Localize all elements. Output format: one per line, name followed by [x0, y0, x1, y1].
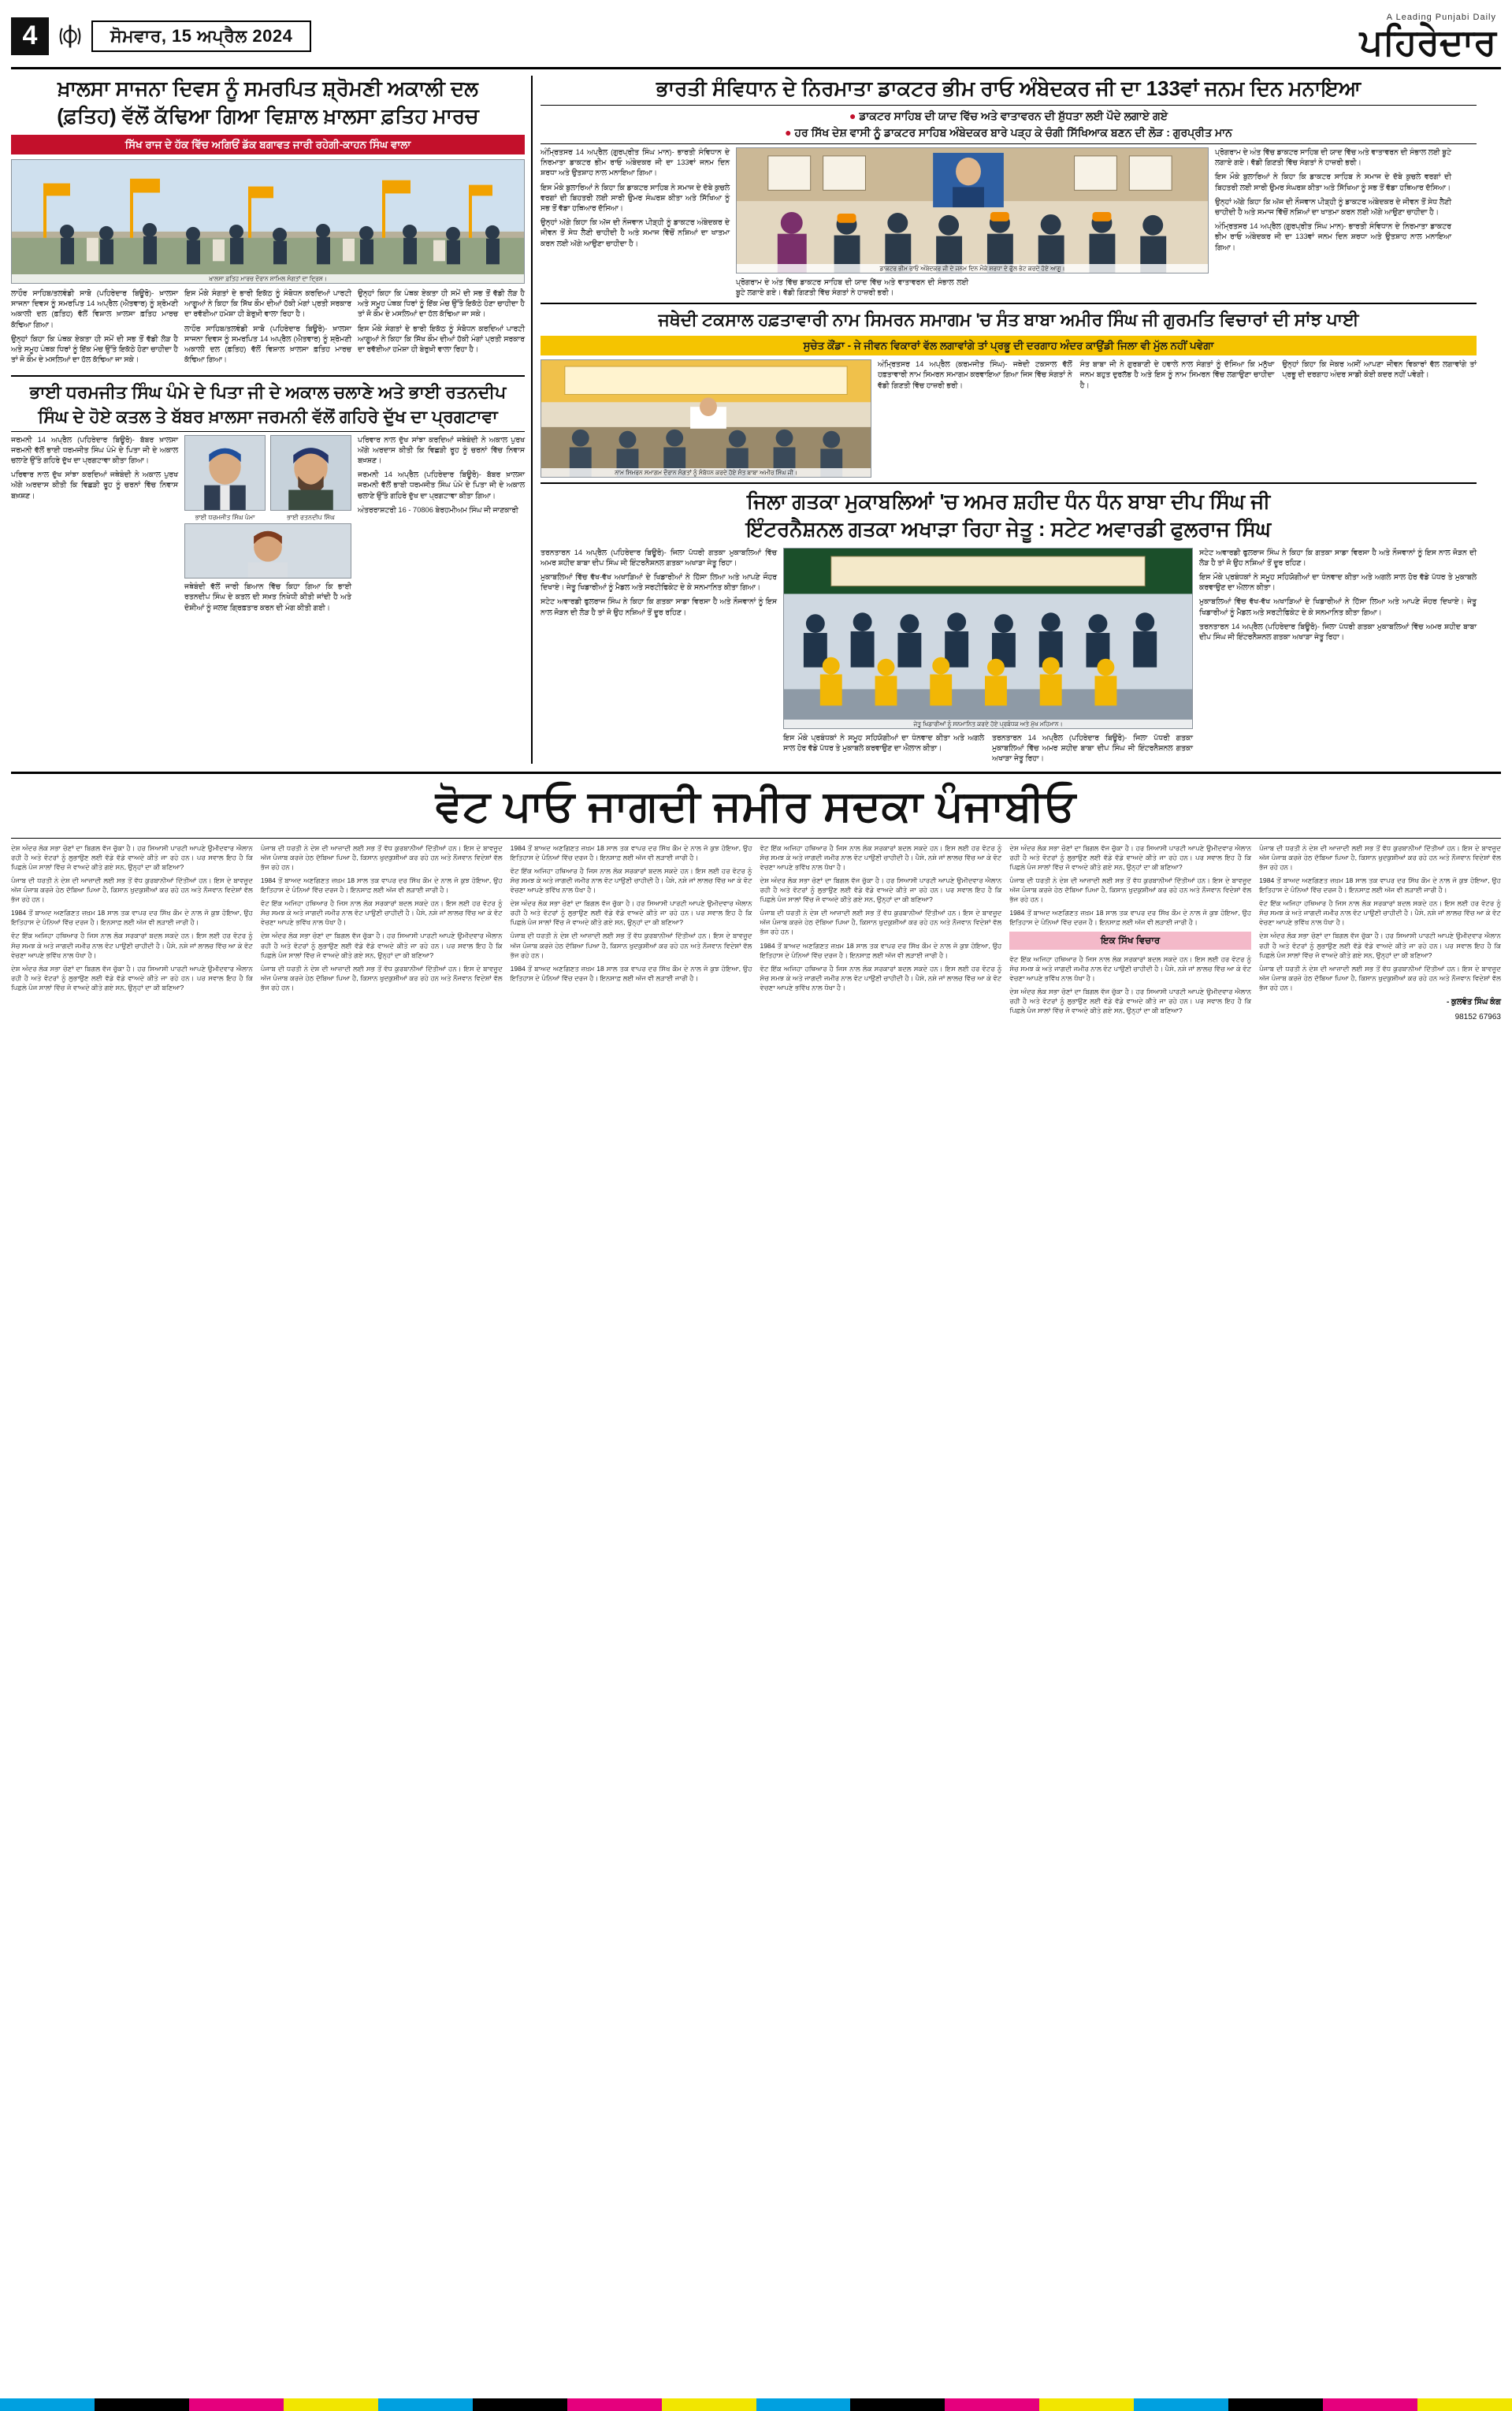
- color-registration-bar: [0, 2398, 1512, 2411]
- reg-swatch-8: [756, 2398, 851, 2411]
- reg-swatch-13: [1228, 2398, 1323, 2411]
- portrait-elder-illustration: [185, 524, 351, 578]
- reg-swatch-5: [473, 2398, 567, 2411]
- story2-bullet1: ● ਡਾਕਟਰ ਸਾਹਿਬ ਦੀ ਯਾਦ ਵਿੱਚ ਅਤੇ ਵਾਤਾਵਰਨ ਦੀ ਸ਼ੁੱਧਤਾ ਲਈ ਪੌਦੇ ਲਗਾਏ ਗਏ: [849, 110, 1168, 123]
- story4-para1b: ਪਰਿਵਾਰ ਨਾਲ ਦੁੱਖ ਸਾਂਝਾ ਕਰਦਿਆਂ ਜਥੇਬੰਦੀ ਨੇ ਅਕਾਲ ਪੁਰਖ ਅੱਗੇ ਅਰਦਾਸ ਕੀਤੀ ਕਿ ਵਿਛੜੀ ਰੂਹ ਨੂੰ ਚਰਨਾਂ ਵਿੱਚ ਨਿਵਾਸ ਬਖ਼ਸ਼ਣ।: [11, 471, 178, 500]
- story2-bullet2-text: ਹਰ ਸਿੱਖ ਦੇਸ਼ ਵਾਸੀ ਨੂੰ ਡਾਕਟਰ ਸਾਹਿਬ ਅੰਬੇਦਕਰ ਬਾਰੇ ਪੜ੍ਹ ਕੇ ਚੰਗੀ ਸਿੱਖਿਆਕ ਬਣਨ ਦੀ ਲੋੜ : ਗੁਰਪ੍ਰੀਤ ਮਾਨ: [794, 126, 1232, 140]
- reg-swatch-2: [189, 2398, 284, 2411]
- story4-para3: ਪਰਿਵਾਰ ਨਾਲ ਦੁੱਖ ਸਾਂਝਾ ਕਰਦਿਆਂ ਜਥੇਬੰਦੀ ਨੇ ਅਕਾਲ ਪੁਰਖ ਅੱਗੇ ਅਰਦਾਸ ਕੀਤੀ ਕਿ ਵਿਛੜੀ ਰੂਹ ਨੂੰ ਚਰਨਾਂ ਵਿੱਚ ਨਿਵਾਸ ਬਖ਼ਸ਼ਣ।: [358, 435, 525, 465]
- story1-para3: ਉਨ੍ਹਾਂ ਕਿਹਾ ਕਿ ਪੰਥਕ ਏਕਤਾ ਹੀ ਸਮੇਂ ਦੀ ਸਭ ਤੋਂ ਵੱਡੀ ਲੋੜ ਹੈ ਅਤੇ ਸਮੂਹ ਪੰਥਕ ਧਿਰਾਂ ਨੂੰ ਇੱਕ ਮੰਚ ਉੱਤੇ ਇਕੱਠੇ ਹੋਣਾ ਚਾਹੀਦਾ ਹੈ ਤਾਂ ਜੋ ਕੌਮ ਦੇ ਮਸਲਿਆਂ ਦਾ ਹੱਲ ਕੱਢਿਆ ਜਾ ਸਕੇ।: [358, 289, 525, 318]
- story2-para3: ਪ੍ਰੋਗਰਾਮ ਦੇ ਅੰਤ ਵਿੱਚ ਡਾਕਟਰ ਸਾਹਿਬ ਦੀ ਯਾਦ ਵਿੱਚ ਅਤੇ ਵਾਤਾਵਰਨ ਦੀ ਸੰਭਾਲ ਲਈ ਬੂਟੇ ਲਗਾਏ ਗਏ। ਵੱਡੀ ਗਿਣਤੀ ਵਿੱਚ ਸੰਗਤਾਂ ਨੇ ਹਾਜ਼ਰੀ ਭਰੀ।: [1215, 148, 1451, 167]
- story5-headline-line1: ਜਿਲਾ ਗਤਕਾ ਮੁਕਾਬਲਿਆਂ 'ਚ ਅਮਰ ਸ਼ਹੀਦ ਧੰਨ ਧੰਨ ਬਾਬਾ ਦੀਪ ਸਿੰਘ ਜੀ: [746, 489, 1271, 514]
- feature-p14: ਪੰਜਾਬ ਦੀ ਧਰਤੀ ਨੇ ਦੇਸ਼ ਦੀ ਆਜ਼ਾਦੀ ਲਈ ਸਭ ਤੋਂ ਵੱਧ ਕੁਰਬਾਨੀਆਂ ਦਿੱਤੀਆਂ ਹਨ। ਇਸ ਦੇ ਬਾਵਜੂਦ ਅੱਜ ਪੰਜਾਬ ਕਰਜ਼ੇ ਹੇਠ ਦੱਬਿਆ ਪਿਆ ਹੈ, ਕਿਸਾਨ ਖੁਦਕੁਸ਼ੀਆਂ ਕਰ ਰਹੇ ਹਨ ਅਤੇ ਨੌਜਵਾਨ ਵਿਦੇਸ਼ਾਂ ਵੱਲ ਭੱਜ ਰਹੇ ਹਨ।: [510, 932, 752, 959]
- story5-para3d: ਤਰਨਤਾਰਨ 14 ਅਪ੍ਰੈਲ (ਪਹਿਰੇਦਾਰ ਬਿਊਰੋ)- ਜਿਲਾ ਪੱਧਰੀ ਗਤਕਾ ਮੁਕਾਬਲਿਆਂ ਵਿੱਚ ਅਮਰ ਸ਼ਹੀਦ ਬਾਬਾ ਦੀਪ ਸਿੰਘ ਜੀ ਇੰਟਰਨੈਸ਼ਨਲ ਗਤਕਾ ਅਖਾੜਾ ਜੇਤੂ ਰਿਹਾ।: [1199, 622, 1477, 641]
- feature-p11: 1984 ਤੋਂ ਬਾਅਦ ਅਣਗਿਣਤ ਜ਼ਖ਼ਮ 18 ਸਾਲ ਤਕ ਵਾਪਰ ਦਰ ਸਿੱਖ ਕੌਮ ਦੇ ਨਾਲ ਜੋ ਕੁਝ ਹੋਇਆ, ਉਹ ਇਤਿਹਾਸ ਦੇ ਪੰਨਿਆਂ ਵਿੱਚ ਦਰਜ ਹੈ। ਇਨਸਾਫ਼ ਲਈ ਅੱਜ ਵੀ ਲੜਾਈ ਜਾਰੀ ਹੈ।: [510, 844, 752, 862]
- story3-photo-caption: ਨਾਮ ਸਿਮਰਨ ਸਮਾਗਮ ਦੌਰਾਨ ਸੰਗਤਾਂ ਨੂੰ ਸੰਬੋਧਨ ਕਰਦੇ ਹੋਏ ਸੰਤ ਬਾਬਾ ਅਮੀਰ ਸਿੰਘ ਜੀ।: [541, 468, 871, 477]
- story2-photo-block: [736, 147, 1209, 298]
- story5-para3b: ਇਸ ਮੌਕੇ ਪ੍ਰਬੰਧਕਾਂ ਨੇ ਸਮੂਹ ਸਹਿਯੋਗੀਆਂ ਦਾ ਧੰਨਵਾਦ ਕੀਤਾ ਅਤੇ ਅਗਲੇ ਸਾਲ ਹੋਰ ਵੱਡੇ ਪੱਧਰ ਤੇ ਮੁਕਾਬਲੇ ਕਰਵਾਉਣ ਦਾ ਐਲਾਨ ਕੀਤਾ।: [1199, 573, 1477, 592]
- story1-col2: [184, 288, 351, 369]
- story2-para1c: ਉਨ੍ਹਾਂ ਅੱਗੇ ਕਿਹਾ ਕਿ ਅੱਜ ਦੀ ਨੌਜਵਾਨ ਪੀੜ੍ਹੀ ਨੂੰ ਡਾਕਟਰ ਅੰਬੇਦਕਰ ਦੇ ਜੀਵਨ ਤੋਂ ਸੇਧ ਲੈਣੀ ਚਾਹੀਦੀ ਹੈ ਅਤੇ ਸਮਾਜ ਵਿੱਚੋਂ ਨਸ਼ਿਆਂ ਦਾ ਖਾਤਮਾ ਕਰਨ ਲਈ ਅੱਗੇ ਆਉਣਾ ਚਾਹੀਦਾ ਹੈ।: [541, 218, 730, 247]
- story1-para1b: ਉਨ੍ਹਾਂ ਕਿਹਾ ਕਿ ਪੰਥਕ ਏਕਤਾ ਹੀ ਸਮੇਂ ਦੀ ਸਭ ਤੋਂ ਵੱਡੀ ਲੋੜ ਹੈ ਅਤੇ ਸਮੂਹ ਪੰਥਕ ਧਿਰਾਂ ਨੂੰ ਇੱਕ ਮੰਚ ਉੱਤੇ ਇਕੱਠੇ ਹੋਣਾ ਚਾਹੀਦਾ ਹੈ ਤਾਂ ਜੋ ਕੌਮ ਦੇ ਮਸਲਿਆਂ ਦਾ ਹੱਲ ਕੱਢਿਆ ਜਾ ਸਕੇ।: [11, 334, 178, 364]
- date-block: [57, 20, 311, 52]
- story4-contact: ਅੰਤਰਰਾਸ਼ਟਰੀ 16 - 70806 ਬੇਰਹਮੀਅਮ ਸਿੰਘ ਜੀ ਜਾਣਕਾਰੀ: [358, 505, 518, 514]
- feature-col-1: [11, 843, 253, 1021]
- feature-p29: ਦੇਸ਼ ਅੰਦਰ ਲੋਕ ਸਭਾ ਚੋਣਾਂ ਦਾ ਬਿਗਲ ਵੱਜ ਚੁੱਕਾ ਹੈ। ਹਰ ਸਿਆਸੀ ਪਾਰਟੀ ਆਪਣੇ ਉਮੀਦਵਾਰ ਐਲਾਨ ਰਹੀ ਹੈ ਅਤੇ ਵੋਟਰਾਂ ਨੂੰ ਲੁਭਾਉਣ ਲਈ ਵੱਡੇ ਵੱਡੇ ਵਾਅਦੇ ਕੀਤੇ ਜਾ ਰਹੇ ਹਨ। ਪਰ ਸਵਾਲ ਇਹ ਹੈ ਕਿ ਪਿਛਲੇ ਪੰਜ ਸਾਲਾਂ ਵਿੱਚ ਜੋ ਵਾਅਦੇ ਕੀਤੇ ਗਏ ਸਨ, ਉਨ੍ਹਾਂ ਦਾ ਕੀ ਬਣਿਆ?: [1259, 932, 1501, 959]
- reg-swatch-12: [1134, 2398, 1228, 2411]
- feature-p26: ਪੰਜਾਬ ਦੀ ਧਰਤੀ ਨੇ ਦੇਸ਼ ਦੀ ਆਜ਼ਾਦੀ ਲਈ ਸਭ ਤੋਂ ਵੱਧ ਕੁਰਬਾਨੀਆਂ ਦਿੱਤੀਆਂ ਹਨ। ਇਸ ਦੇ ਬਾਵਜੂਦ ਅੱਜ ਪੰਜਾਬ ਕਰਜ਼ੇ ਹੇਠ ਦੱਬਿਆ ਪਿਆ ਹੈ, ਕਿਸਾਨ ਖੁਦਕੁਸ਼ੀਆਂ ਕਰ ਰਹੇ ਹਨ ਅਤੇ ਨੌਜਵਾਨ ਵਿਦੇਸ਼ਾਂ ਵੱਲ ਭੱਜ ਰਹੇ ਹਨ।: [1259, 844, 1501, 872]
- feature-col-6: [1259, 843, 1501, 1021]
- story5-para3c: ਮੁਕਾਬਲਿਆਂ ਵਿੱਚ ਵੱਖ-ਵੱਖ ਅਖਾੜਿਆਂ ਦੇ ਖਿਡਾਰੀਆਂ ਨੇ ਹਿੱਸਾ ਲਿਆ ਅਤੇ ਆਪਣੇ ਜੌਹਰ ਦਿਖਾਏ। ਜੇਤੂ ਖਿਡਾਰੀਆਂ ਨੂੰ ਮੈਡਲ ਅਤੇ ਸਰਟੀਫਿਕੇਟ ਦੇ ਕੇ ਸਨਮਾਨਿਤ ਕੀਤਾ ਗਿਆ।: [1199, 597, 1477, 616]
- story3-para1: ਅੰਮ੍ਰਿਤਸਰ 14 ਅਪ੍ਰੈਲ (ਕਰਮਜੀਤ ਸਿੰਘ)- ਜਥੇਦੀ ਟਕਸਾਲ ਵੱਲੋਂ ਹਫ਼ਤਾਵਾਰੀ ਨਾਮ ਸਿਮਰਨ ਸਮਾਗਮ ਕਰਵਾਇਆ ਗਿਆ ਜਿਸ ਵਿੱਚ ਸੰਗਤਾਂ ਨੇ ਵੱਡੀ ਗਿਣਤੀ ਵਿੱਚ ਹਾਜ਼ਰੀ ਭਰੀ।: [878, 360, 1072, 389]
- feature-p4: ਵੋਟ ਇੱਕ ਅਜਿਹਾ ਹਥਿਆਰ ਹੈ ਜਿਸ ਨਾਲ ਲੋਕ ਸਰਕਾਰਾਂ ਬਦਲ ਸਕਦੇ ਹਨ। ਇਸ ਲਈ ਹਰ ਵੋਟਰ ਨੂੰ ਸੋਚ ਸਮਝ ਕੇ ਅਤੇ ਜਾਗਦੀ ਜਮੀਰ ਨਾਲ ਵੋਟ ਪਾਉਣੀ ਚਾਹੀਦੀ ਹੈ। ਪੈਸੇ, ਨਸ਼ੇ ਜਾਂ ਲਾਲਚ ਵਿੱਚ ਆ ਕੇ ਵੋਟ ਵੇਚਣਾ ਆਪਣੇ ਭਵਿੱਖ ਨਾਲ ਧੋਖਾ ਹੈ।: [11, 932, 253, 959]
- feature-p22: ਪੰਜਾਬ ਦੀ ਧਰਤੀ ਨੇ ਦੇਸ਼ ਦੀ ਆਜ਼ਾਦੀ ਲਈ ਸਭ ਤੋਂ ਵੱਧ ਕੁਰਬਾਨੀਆਂ ਦਿੱਤੀਆਂ ਹਨ। ਇਸ ਦੇ ਬਾਵਜੂਦ ਅੱਜ ਪੰਜਾਬ ਕਰਜ਼ੇ ਹੇਠ ਦੱਬਿਆ ਪਿਆ ਹੈ, ਕਿਸਾਨ ਖੁਦਕੁਸ਼ੀਆਂ ਕਰ ਰਹੇ ਹਨ ਅਤੇ ਨੌਜਵਾਨ ਵਿਦੇਸ਼ਾਂ ਵੱਲ ਭੱਜ ਰਹੇ ਹਨ।: [1009, 876, 1252, 904]
- march-crowd-illustration: [12, 160, 524, 283]
- feature-p28: ਵੋਟ ਇੱਕ ਅਜਿਹਾ ਹਥਿਆਰ ਹੈ ਜਿਸ ਨਾਲ ਲੋਕ ਸਰਕਾਰਾਂ ਬਦਲ ਸਕਦੇ ਹਨ। ਇਸ ਲਈ ਹਰ ਵੋਟਰ ਨੂੰ ਸੋਚ ਸਮਝ ਕੇ ਅਤੇ ਜਾਗਦੀ ਜਮੀਰ ਨਾਲ ਵੋਟ ਪਾਉਣੀ ਚਾਹੀਦੀ ਹੈ। ਪੈਸੇ, ਨਸ਼ੇ ਜਾਂ ਲਾਲਚ ਵਿੱਚ ਆ ਕੇ ਵੋਟ ਵੇਚਣਾ ਆਪਣੇ ਭਵਿੱਖ ਨਾਲ ਧੋਖਾ ਹੈ।: [1259, 899, 1501, 927]
- story1-para3b: ਇਸ ਮੌਕੇ ਸੰਗਤਾਂ ਦੇ ਭਾਰੀ ਇਕੱਠ ਨੂੰ ਸੰਬੋਧਨ ਕਰਦਿਆਂ ਪਾਰਟੀ ਆਗੂਆਂ ਨੇ ਕਿਹਾ ਕਿ ਸਿੱਖ ਕੌਮ ਦੀਆਂ ਹੱਕੀ ਮੰਗਾਂ ਪ੍ਰਤੀ ਸਰਕਾਰ ਦਾ ਰਵੱਈਆ ਹਮੇਸ਼ਾ ਹੀ ਬੇਰੁਖ਼ੀ ਵਾਲਾ ਰਿਹਾ ਹੈ।: [358, 324, 525, 354]
- story5-para-mid2: ਤਰਨਤਾਰਨ 14 ਅਪ੍ਰੈਲ (ਪਹਿਰੇਦਾਰ ਬਿਊਰੋ)- ਜਿਲਾ ਪੱਧਰੀ ਗਤਕਾ ਮੁਕਾਬਲਿਆਂ ਵਿੱਚ ਅਮਰ ਸ਼ਹੀਦ ਬਾਬਾ ਦੀਪ ਸਿੰਘ ਜੀ ਇੰਟਰਨੈਸ਼ਨਲ ਗਤਕਾ ਅਖਾੜਾ ਜੇਤੂ ਰਿਹਾ।: [992, 733, 1193, 763]
- feature-p10: ਪੰਜਾਬ ਦੀ ਧਰਤੀ ਨੇ ਦੇਸ਼ ਦੀ ਆਜ਼ਾਦੀ ਲਈ ਸਭ ਤੋਂ ਵੱਧ ਕੁਰਬਾਨੀਆਂ ਦਿੱਤੀਆਂ ਹਨ। ਇਸ ਦੇ ਬਾਵਜੂਦ ਅੱਜ ਪੰਜਾਬ ਕਰਜ਼ੇ ਹੇਠ ਦੱਬਿਆ ਪਿਆ ਹੈ, ਕਿਸਾਨ ਖੁਦਕੁਸ਼ੀਆਂ ਕਰ ਰਹੇ ਹਨ ਅਤੇ ਨੌਜਵਾਨ ਵਿਦੇਸ਼ਾਂ ਵੱਲ ਭੱਜ ਰਹੇ ਹਨ।: [260, 964, 503, 992]
- reg-swatch-15: [1417, 2398, 1512, 2411]
- story1-headline-line1: ਖ਼ਾਲਸਾ ਸਾਜਨਾ ਦਿਵਸ ਨੂੰ ਸਮਰਪਿਤ ਸ਼੍ਰੋਮਣੀ ਅਕਾਲੀ ਦਲ: [58, 76, 478, 100]
- story1-body: [11, 288, 525, 369]
- left-column: [11, 76, 531, 764]
- feature-col-3: [511, 843, 752, 1021]
- story4-photo-2: [270, 435, 351, 511]
- feature-p17: ਦੇਸ਼ ਅੰਦਰ ਲੋਕ ਸਭਾ ਚੋਣਾਂ ਦਾ ਬਿਗਲ ਵੱਜ ਚੁੱਕਾ ਹੈ। ਹਰ ਸਿਆਸੀ ਪਾਰਟੀ ਆਪਣੇ ਉਮੀਦਵਾਰ ਐਲਾਨ ਰਹੀ ਹੈ ਅਤੇ ਵੋਟਰਾਂ ਨੂੰ ਲੁਭਾਉਣ ਲਈ ਵੱਡੇ ਵੱਡੇ ਵਾਅਦੇ ਕੀਤੇ ਜਾ ਰਹੇ ਹਨ। ਪਰ ਸਵਾਲ ਇਹ ਹੈ ਕਿ ਪਿਛਲੇ ਪੰਜ ਸਾਲਾਂ ਵਿੱਚ ਜੋ ਵਾਅਦੇ ਕੀਤੇ ਗਏ ਸਨ, ਉਨ੍ਹਾਂ ਦਾ ਕੀ ਬਣਿਆ?: [760, 876, 1002, 904]
- feature-p30: ਪੰਜਾਬ ਦੀ ਧਰਤੀ ਨੇ ਦੇਸ਼ ਦੀ ਆਜ਼ਾਦੀ ਲਈ ਸਭ ਤੋਂ ਵੱਧ ਕੁਰਬਾਨੀਆਂ ਦਿੱਤੀਆਂ ਹਨ। ਇਸ ਦੇ ਬਾਵਜੂਦ ਅੱਜ ਪੰਜਾਬ ਕਰਜ਼ੇ ਹੇਠ ਦੱਬਿਆ ਪਿਆ ਹੈ, ਕਿਸਾਨ ਖੁਦਕੁਸ਼ੀਆਂ ਕਰ ਰਹੇ ਹਨ ਅਤੇ ਨੌਜਵਾਨ ਵਿਦੇਸ਼ਾਂ ਵੱਲ ਭੱਜ ਰਹੇ ਹਨ।: [1259, 964, 1501, 992]
- story5-para-mid: ਇਸ ਮੌਕੇ ਪ੍ਰਬੰਧਕਾਂ ਨੇ ਸਮੂਹ ਸਹਿਯੋਗੀਆਂ ਦਾ ਧੰਨਵਾਦ ਕੀਤਾ ਅਤੇ ਅਗਲੇ ਸਾਲ ਹੋਰ ਵੱਡੇ ਪੱਧਰ ਤੇ ਮੁਕਾਬਲੇ ਕਰਵਾਉਣ ਦਾ ਐਲਾਨ ਕੀਤਾ।: [783, 733, 984, 752]
- story2-headline: ਭਾਰਤੀ ਸੰਵਿਧਾਨ ਦੇ ਨਿਰਮਾਤਾ ਡਾਕਟਰ ਭੀਮ ਰਾਓ ਅੰਬੇਦਕਰ ਜੀ ਦਾ 133ਵਾਂ ਜਨਮ ਦਿਨ ਮਨਾਇਆ: [656, 76, 1362, 100]
- feature-p16: ਵੋਟ ਇੱਕ ਅਜਿਹਾ ਹਥਿਆਰ ਹੈ ਜਿਸ ਨਾਲ ਲੋਕ ਸਰਕਾਰਾਂ ਬਦਲ ਸਕਦੇ ਹਨ। ਇਸ ਲਈ ਹਰ ਵੋਟਰ ਨੂੰ ਸੋਚ ਸਮਝ ਕੇ ਅਤੇ ਜਾਗਦੀ ਜਮੀਰ ਨਾਲ ਵੋਟ ਪਾਉਣੀ ਚਾਹੀਦੀ ਹੈ। ਪੈਸੇ, ਨਸ਼ੇ ਜਾਂ ਲਾਲਚ ਵਿੱਚ ਆ ਕੇ ਵੋਟ ਵੇਚਣਾ ਆਪਣੇ ਭਵਿੱਖ ਨਾਲ ਧੋਖਾ ਹੈ।: [760, 844, 1002, 872]
- gatka-group-illustration: [784, 549, 1192, 728]
- feature-p19: 1984 ਤੋਂ ਬਾਅਦ ਅਣਗਿਣਤ ਜ਼ਖ਼ਮ 18 ਸਾਲ ਤਕ ਵਾਪਰ ਦਰ ਸਿੱਖ ਕੌਮ ਦੇ ਨਾਲ ਜੋ ਕੁਝ ਹੋਇਆ, ਉਹ ਇਤਿਹਾਸ ਦੇ ਪੰਨਿਆਂ ਵਿੱਚ ਦਰਜ ਹੈ। ਇਨਸਾਫ਼ ਲਈ ਅੱਜ ਵੀ ਲੜਾਈ ਜਾਰੀ ਹੈ।: [760, 941, 1002, 959]
- story4-photo-1: [184, 435, 266, 511]
- article-ambedkar-birthday: [541, 76, 1477, 298]
- feature-p23: 1984 ਤੋਂ ਬਾਅਦ ਅਣਗਿਣਤ ਜ਼ਖ਼ਮ 18 ਸਾਲ ਤਕ ਵਾਪਰ ਦਰ ਸਿੱਖ ਕੌਮ ਦੇ ਨਾਲ ਜੋ ਕੁਝ ਹੋਇਆ, ਉਹ ਇਤਿਹਾਸ ਦੇ ਪੰਨਿਆਂ ਵਿੱਚ ਦਰਜ ਹੈ। ਇਨਸਾਫ਼ ਲਈ ਅੱਜ ਵੀ ਲੜਾਈ ਜਾਰੀ ਹੈ।: [1009, 909, 1252, 927]
- story2-para3d: ਅੰਮ੍ਰਿਤਸਰ 14 ਅਪ੍ਰੈਲ (ਗੁਰਪ੍ਰੀਤ ਸਿੰਘ ਮਾਨ)- ਭਾਰਤੀ ਸੰਵਿਧਾਨ ਦੇ ਨਿਰਮਾਤਾ ਡਾਕਟਰ ਭੀਮ ਰਾਓ ਅੰਬੇਦਕਰ ਜੀ ਦਾ 133ਵਾਂ ਜਨਮ ਦਿਨ ਸ਼ਰਧਾ ਅਤੇ ਉਤਸ਼ਾਹ ਨਾਲ ਮਨਾਇਆ ਗਿਆ।: [1215, 222, 1451, 251]
- story1-para2: ਇਸ ਮੌਕੇ ਸੰਗਤਾਂ ਦੇ ਭਾਰੀ ਇਕੱਠ ਨੂੰ ਸੰਬੋਧਨ ਕਰਦਿਆਂ ਪਾਰਟੀ ਆਗੂਆਂ ਨੇ ਕਿਹਾ ਕਿ ਸਿੱਖ ਕੌਮ ਦੀਆਂ ਹੱਕੀ ਮੰਗਾਂ ਪ੍ਰਤੀ ਸਰਕਾਰ ਦਾ ਰਵੱਈਆ ਹਮੇਸ਼ਾ ਹੀ ਬੇਰੁਖ਼ੀ ਵਾਲਾ ਰਿਹਾ ਹੈ।: [184, 289, 351, 318]
- feature-p25: ਦੇਸ਼ ਅੰਦਰ ਲੋਕ ਸਭਾ ਚੋਣਾਂ ਦਾ ਬਿਗਲ ਵੱਜ ਚੁੱਕਾ ਹੈ। ਹਰ ਸਿਆਸੀ ਪਾਰਟੀ ਆਪਣੇ ਉਮੀਦਵਾਰ ਐਲਾਨ ਰਹੀ ਹੈ ਅਤੇ ਵੋਟਰਾਂ ਨੂੰ ਲੁਭਾਉਣ ਲਈ ਵੱਡੇ ਵੱਡੇ ਵਾਅਦੇ ਕੀਤੇ ਜਾ ਰਹੇ ਹਨ। ਪਰ ਸਵਾਲ ਇਹ ਹੈ ਕਿ ਪਿਛਲੇ ਪੰਜ ਸਾਲਾਂ ਵਿੱਚ ਜੋ ਵਾਅਦੇ ਕੀਤੇ ਗਏ ਸਨ, ਉਨ੍ਹਾਂ ਦਾ ਕੀ ਬਣਿਆ?: [1009, 988, 1252, 1015]
- story5-photo-block: [783, 548, 1193, 765]
- story5-para3: ਸਟੇਟ ਅਵਾਰਡੀ ਫੁਲਰਾਜ ਸਿੰਘ ਨੇ ਕਿਹਾ ਕਿ ਗਤਕਾ ਸਾਡਾ ਵਿਰਸਾ ਹੈ ਅਤੇ ਨੌਜਵਾਨਾਂ ਨੂੰ ਇਸ ਨਾਲ ਜੋੜਨ ਦੀ ਲੋੜ ਹੈ ਤਾਂ ਜੋ ਉਹ ਨਸ਼ਿਆਂ ਤੋਂ ਦੂਰ ਰਹਿਣ।: [1199, 548, 1477, 567]
- story1-para2b: ਲਾਹੌਰ ਸਾਹਿਬ/ਤਲਵੰਡੀ ਸਾਬੋ (ਪਹਿਰੇਦਾਰ ਬਿਊਰੋ)- ਖ਼ਾਲਸਾ ਸਾਜਨਾ ਦਿਵਸ ਨੂੰ ਸਮਰਪਿਤ 14 ਅਪ੍ਰੈਲ (ਐਤਵਾਰ) ਨੂੰ ਸ਼੍ਰੋਮਣੀ ਅਕਾਲੀ ਦਲ (ਫ਼ਤਿਹ) ਵੱਲੋਂ ਵਿਸ਼ਾਲ ਖ਼ਾਲਸਾ ਫ਼ਤਿਹ ਮਾਰਚ ਕੱਢਿਆ ਗਿਆ।: [184, 324, 351, 364]
- feature-col-5: [1009, 843, 1251, 1021]
- story1-subhead: ਸਿੱਖ ਰਾਜ ਦੇ ਹੱਕ ਵਿੱਚ ਅਗਿਓਂ ਡੱਕ ਬਗਾਵਤ ਜਾਰੀ ਰਹੇਗੀ-ਕਾਹਨ ਸਿੰਘ ਵਾਲਾ: [11, 135, 525, 155]
- story3-body: [878, 359, 1477, 478]
- story5-col-mid: [783, 733, 1193, 765]
- article-khalsa-fateh-march: [11, 76, 525, 369]
- story2-photo-caption: ਡਾਕਟਰ ਭੀਮ ਰਾਓ ਅੰਬੇਦਕਰ ਜੀ ਦੇ ਜਨਮ ਦਿਨ ਮੌਕੇ ਸ਼ਰਧਾ ਦੇ ਫੁੱਲ ਭੇਟ ਕਰਦੇ ਹੋਏ ਆਗੂ।: [737, 264, 1208, 273]
- story1-col1: [11, 288, 178, 369]
- masthead: [11, 8, 1501, 69]
- story4-para-mid: ਜਥੇਬੰਦੀ ਵੱਲੋਂ ਜਾਰੀ ਬਿਆਨ ਵਿੱਚ ਕਿਹਾ ਗਿਆ ਕਿ ਭਾਈ ਰਤਨਦੀਪ ਸਿੰਘ ਦੇ ਕਤਲ ਦੀ ਸਖ਼ਤ ਨਿਖੇਧੀ ਕੀਤੀ ਜਾਂਦੀ ਹੈ ਅਤੇ ਦੋਸ਼ੀਆਂ ਨੂੰ ਜਲਦ ਗ੍ਰਿਫ਼ਤਾਰ ਕਰਨ ਦੀ ਮੰਗ ਕੀਤੀ ਗਈ।: [184, 582, 351, 612]
- tagline: A Leading Punjabi Daily: [1386, 12, 1496, 22]
- reg-swatch-10: [945, 2398, 1039, 2411]
- issue-date: ਸੋਮਵਾਰ, 15 ਅਪ੍ਰੈਲ 2024: [91, 20, 311, 52]
- feature-p27: 1984 ਤੋਂ ਬਾਅਦ ਅਣਗਿਣਤ ਜ਼ਖ਼ਮ 18 ਸਾਲ ਤਕ ਵਾਪਰ ਦਰ ਸਿੱਖ ਕੌਮ ਦੇ ਨਾਲ ਜੋ ਕੁਝ ਹੋਇਆ, ਉਹ ਇਤਿਹਾਸ ਦੇ ਪੰਨਿਆਂ ਵਿੱਚ ਦਰਜ ਹੈ। ਇਨਸਾਫ਼ ਲਈ ਅੱਜ ਵੀ ਲੜਾਈ ਜਾਰੀ ਹੈ।: [1259, 876, 1501, 895]
- feature-title: ਵੋਟ ਪਾਓ ਜਾਗਦੀ ਜਮੀਰ ਸਦਕਾ ਪੰਜਾਬੀਓ: [435, 783, 1077, 831]
- feature-p5: ਦੇਸ਼ ਅੰਦਰ ਲੋਕ ਸਭਾ ਚੋਣਾਂ ਦਾ ਬਿਗਲ ਵੱਜ ਚੁੱਕਾ ਹੈ। ਹਰ ਸਿਆਸੀ ਪਾਰਟੀ ਆਪਣੇ ਉਮੀਦਵਾਰ ਐਲਾਨ ਰਹੀ ਹੈ ਅਤੇ ਵੋਟਰਾਂ ਨੂੰ ਲੁਭਾਉਣ ਲਈ ਵੱਡੇ ਵੱਡੇ ਵਾਅਦੇ ਕੀਤੇ ਜਾ ਰਹੇ ਹਨ। ਪਰ ਸਵਾਲ ਇਹ ਹੈ ਕਿ ਪਿਛਲੇ ਪੰਜ ਸਾਲਾਂ ਵਿੱਚ ਜੋ ਵਾਅਦੇ ਕੀਤੇ ਗਏ ਸਨ, ਉਨ੍ਹਾਂ ਦਾ ਕੀ ਬਣਿਆ?: [11, 964, 253, 992]
- reg-swatch-0: [0, 2398, 95, 2411]
- story4-col1: [11, 435, 178, 617]
- story3-photo-block: [541, 359, 871, 478]
- reg-swatch-6: [567, 2398, 662, 2411]
- reg-swatch-1: [95, 2398, 189, 2411]
- feature-p12: ਵੋਟ ਇੱਕ ਅਜਿਹਾ ਹਥਿਆਰ ਹੈ ਜਿਸ ਨਾਲ ਲੋਕ ਸਰਕਾਰਾਂ ਬਦਲ ਸਕਦੇ ਹਨ। ਇਸ ਲਈ ਹਰ ਵੋਟਰ ਨੂੰ ਸੋਚ ਸਮਝ ਕੇ ਅਤੇ ਜਾਗਦੀ ਜਮੀਰ ਨਾਲ ਵੋਟ ਪਾਉਣੀ ਚਾਹੀਦੀ ਹੈ। ਪੈਸੇ, ਨਸ਼ੇ ਜਾਂ ਲਾਲਚ ਵਿੱਚ ਆ ਕੇ ਵੋਟ ਵੇਚਣਾ ਆਪਣੇ ਭਵਿੱਖ ਨਾਲ ਧੋਖਾ ਹੈ।: [510, 867, 752, 895]
- story4-body: [11, 435, 525, 617]
- portrait-pamma-illustration: [185, 436, 265, 510]
- story2-bullet1-text: ਡਾਕਟਰ ਸਾਹਿਬ ਦੀ ਯਾਦ ਵਿੱਚ ਅਤੇ ਵਾਤਾਵਰਨ ਦੀ ਸ਼ੁੱਧਤਾ ਲਈ ਪੌਦੇ ਲਗਾਏ ਗਏ: [859, 110, 1168, 123]
- story2-col1: [541, 147, 730, 298]
- simran-stage-illustration: [541, 360, 871, 477]
- story2-para-mid: ਪ੍ਰੋਗਰਾਮ ਦੇ ਅੰਤ ਵਿੱਚ ਡਾਕਟਰ ਸਾਹਿਬ ਦੀ ਯਾਦ ਵਿੱਚ ਅਤੇ ਵਾਤਾਵਰਨ ਦੀ ਸੰਭਾਲ ਲਈ ਬੂਟੇ ਲਗਾਏ ਗਏ। ਵੱਡੀ ਗਿਣਤੀ ਵਿੱਚ ਸੰਗਤਾਂ ਨੇ ਹਾਜ਼ਰੀ ਭਰੀ।: [736, 278, 968, 297]
- reg-swatch-14: [1323, 2398, 1417, 2411]
- feature-p18: ਪੰਜਾਬ ਦੀ ਧਰਤੀ ਨੇ ਦੇਸ਼ ਦੀ ਆਜ਼ਾਦੀ ਲਈ ਸਭ ਤੋਂ ਵੱਧ ਕੁਰਬਾਨੀਆਂ ਦਿੱਤੀਆਂ ਹਨ। ਇਸ ਦੇ ਬਾਵਜੂਦ ਅੱਜ ਪੰਜਾਬ ਕਰਜ਼ੇ ਹੇਠ ਦੱਬਿਆ ਪਿਆ ਹੈ, ਕਿਸਾਨ ਖੁਦਕੁਸ਼ੀਆਂ ਕਰ ਰਹੇ ਹਨ ਅਤੇ ਨੌਜਵਾਨ ਵਿਦੇਸ਼ਾਂ ਵੱਲ ਭੱਜ ਰਹੇ ਹਨ।: [760, 909, 1002, 936]
- story1-col3: [358, 288, 525, 369]
- story2-para3b: ਇਸ ਮੌਕੇ ਬੁਲਾਰਿਆਂ ਨੇ ਕਿਹਾ ਕਿ ਡਾਕਟਰ ਸਾਹਿਬ ਨੇ ਸਮਾਜ ਦੇ ਦੱਬੇ ਕੁਚਲੇ ਵਰਗਾਂ ਦੀ ਬਿਹਤਰੀ ਲਈ ਸਾਰੀ ਉਮਰ ਸੰਘਰਸ਼ ਕੀਤਾ ਅਤੇ ਸਿੱਖਿਆ ਨੂੰ ਸਭ ਤੋਂ ਵੱਡਾ ਹਥਿਆਰ ਦੱਸਿਆ।: [1215, 173, 1451, 192]
- right-column: [531, 76, 1477, 764]
- paper-name: ਪਹਿਰੇਦਾਰ: [1359, 20, 1496, 62]
- khanda-icon: [57, 23, 84, 50]
- feature-p2: ਪੰਜਾਬ ਦੀ ਧਰਤੀ ਨੇ ਦੇਸ਼ ਦੀ ਆਜ਼ਾਦੀ ਲਈ ਸਭ ਤੋਂ ਵੱਧ ਕੁਰਬਾਨੀਆਂ ਦਿੱਤੀਆਂ ਹਨ। ਇਸ ਦੇ ਬਾਵਜੂਦ ਅੱਜ ਪੰਜਾਬ ਕਰਜ਼ੇ ਹੇਠ ਦੱਬਿਆ ਪਿਆ ਹੈ, ਕਿਸਾਨ ਖੁਦਕੁਸ਼ੀਆਂ ਕਰ ਰਹੇ ਹਨ ਅਤੇ ਨੌਜਵਾਨ ਵਿਦੇਸ਼ਾਂ ਵੱਲ ਭੱਜ ਰਹੇ ਹਨ।: [11, 876, 253, 904]
- article-naam-simran: [541, 309, 1477, 478]
- masthead-brand: [1360, 13, 1501, 60]
- story4-photo-3: [184, 523, 351, 579]
- story5-headline-line2: ਇੰਟਰਨੈਸ਼ਨਲ ਗਤਕਾ ਅਖਾੜਾ ਰਿਹਾ ਜੇਤੂ : ਸਟੇਟ ਅਵਾਰਡੀ ਫੁਲਰਾਜ ਸਿੰਘ: [745, 517, 1272, 541]
- story1-photo: [11, 159, 525, 284]
- story4-headline-line2: ਸਿੰਘ ਦੇ ਹੋਏ ਕਤਲ ਤੇ ਬੱਬਰ ਖ਼ਾਲਸਾ ਜਰਮਨੀ ਵੱਲੋਂ ਗਹਿਰੇ ਦੁੱਖ ਦਾ ਪ੍ਰਗਟਾਵਾ: [38, 406, 498, 426]
- feature-p7: 1984 ਤੋਂ ਬਾਅਦ ਅਣਗਿਣਤ ਜ਼ਖ਼ਮ 18 ਸਾਲ ਤਕ ਵਾਪਰ ਦਰ ਸਿੱਖ ਕੌਮ ਦੇ ਨਾਲ ਜੋ ਕੁਝ ਹੋਇਆ, ਉਹ ਇਤਿਹਾਸ ਦੇ ਪੰਨਿਆਂ ਵਿੱਚ ਦਰਜ ਹੈ। ਇਨਸਾਫ਼ ਲਈ ਅੱਜ ਵੀ ਲੜਾਈ ਜਾਰੀ ਹੈ।: [260, 876, 503, 895]
- story1-photo-caption: ਖ਼ਾਲਸਾ ਫ਼ਤਿਹ ਮਾਰਚ ਦੌਰਾਨ ਸ਼ਾਮਿਲ ਸੰਗਤਾਂ ਦਾ ਦ੍ਰਿਸ਼।: [12, 274, 524, 283]
- feature-pink-label: ਇਕ ਸਿੱਖ ਵਿਚਾਰ: [1009, 932, 1251, 950]
- story3-para2: ਸੰਤ ਬਾਬਾ ਜੀ ਨੇ ਗੁਰਬਾਣੀ ਦੇ ਹਵਾਲੇ ਨਾਲ ਸੰਗਤਾਂ ਨੂੰ ਦੱਸਿਆ ਕਿ ਮਨੁੱਖਾ ਜਨਮ ਬਹੁਤ ਦੁਰਲੱਭ ਹੈ ਅਤੇ ਇਸ ਨੂੰ ਨਾਮ ਸਿਮਰਨ ਵਿੱਚ ਲਗਾਉਣਾ ਚਾਹੀਦਾ ਹੈ।: [1079, 360, 1275, 389]
- reg-swatch-3: [284, 2398, 378, 2411]
- feature-signature-phone: 98152 67963: [1454, 1012, 1501, 1021]
- feature-body: [11, 843, 1501, 1021]
- story2-col-mid: [736, 277, 1209, 298]
- top-section: [11, 76, 1501, 764]
- story4-photo-col: [184, 435, 351, 617]
- article-gatka-competition: [541, 489, 1477, 764]
- story5-para1b: ਮੁਕਾਬਲਿਆਂ ਵਿੱਚ ਵੱਖ-ਵੱਖ ਅਖਾੜਿਆਂ ਦੇ ਖਿਡਾਰੀਆਂ ਨੇ ਹਿੱਸਾ ਲਿਆ ਅਤੇ ਆਪਣੇ ਜੌਹਰ ਦਿਖਾਏ। ਜੇਤੂ ਖਿਡਾਰੀਆਂ ਨੂੰ ਮੈਡਲ ਅਤੇ ਸਰਟੀਫਿਕੇਟ ਦੇ ਕੇ ਸਨਮਾਨਿਤ ਕੀਤਾ ਗਿਆ।: [541, 573, 777, 592]
- page-number: 4: [11, 17, 49, 55]
- feature-p9: ਦੇਸ਼ ਅੰਦਰ ਲੋਕ ਸਭਾ ਚੋਣਾਂ ਦਾ ਬਿਗਲ ਵੱਜ ਚੁੱਕਾ ਹੈ। ਹਰ ਸਿਆਸੀ ਪਾਰਟੀ ਆਪਣੇ ਉਮੀਦਵਾਰ ਐਲਾਨ ਰਹੀ ਹੈ ਅਤੇ ਵੋਟਰਾਂ ਨੂੰ ਲੁਭਾਉਣ ਲਈ ਵੱਡੇ ਵੱਡੇ ਵਾਅਦੇ ਕੀਤੇ ਜਾ ਰਹੇ ਹਨ। ਪਰ ਸਵਾਲ ਇਹ ਹੈ ਕਿ ਪਿਛਲੇ ਪੰਜ ਸਾਲਾਂ ਵਿੱਚ ਜੋ ਵਾਅਦੇ ਕੀਤੇ ਗਏ ਸਨ, ਉਨ੍ਹਾਂ ਦਾ ਕੀ ਬਣਿਆ?: [260, 932, 503, 959]
- reg-swatch-11: [1039, 2398, 1134, 2411]
- feature-p3: 1984 ਤੋਂ ਬਾਅਦ ਅਣਗਿਣਤ ਜ਼ਖ਼ਮ 18 ਸਾਲ ਤਕ ਵਾਪਰ ਦਰ ਸਿੱਖ ਕੌਮ ਦੇ ਨਾਲ ਜੋ ਕੁਝ ਹੋਇਆ, ਉਹ ਇਤਿਹਾਸ ਦੇ ਪੰਨਿਆਂ ਵਿੱਚ ਦਰਜ ਹੈ। ਇਨਸਾਫ਼ ਲਈ ਅੱਜ ਵੀ ਲੜਾਈ ਜਾਰੀ ਹੈ।: [11, 909, 253, 927]
- feature-col-2: [261, 843, 503, 1021]
- feature-p8: ਵੋਟ ਇੱਕ ਅਜਿਹਾ ਹਥਿਆਰ ਹੈ ਜਿਸ ਨਾਲ ਲੋਕ ਸਰਕਾਰਾਂ ਬਦਲ ਸਕਦੇ ਹਨ। ਇਸ ਲਈ ਹਰ ਵੋਟਰ ਨੂੰ ਸੋਚ ਸਮਝ ਕੇ ਅਤੇ ਜਾਗਦੀ ਜਮੀਰ ਨਾਲ ਵੋਟ ਪਾਉਣੀ ਚਾਹੀਦੀ ਹੈ। ਪੈਸੇ, ਨਸ਼ੇ ਜਾਂ ਲਾਲਚ ਵਿੱਚ ਆ ਕੇ ਵੋਟ ਵੇਚਣਾ ਆਪਣੇ ਭਵਿੱਖ ਨਾਲ ਧੋਖਾ ਹੈ।: [260, 899, 503, 927]
- feature-p6: ਪੰਜਾਬ ਦੀ ਧਰਤੀ ਨੇ ਦੇਸ਼ ਦੀ ਆਜ਼ਾਦੀ ਲਈ ਸਭ ਤੋਂ ਵੱਧ ਕੁਰਬਾਨੀਆਂ ਦਿੱਤੀਆਂ ਹਨ। ਇਸ ਦੇ ਬਾਵਜੂਦ ਅੱਜ ਪੰਜਾਬ ਕਰਜ਼ੇ ਹੇਠ ਦੱਬਿਆ ਪਿਆ ਹੈ, ਕਿਸਾਨ ਖੁਦਕੁਸ਼ੀਆਂ ਕਰ ਰਹੇ ਹਨ ਅਤੇ ਨੌਜਵਾਨ ਵਿਦੇਸ਼ਾਂ ਵੱਲ ਭੱਜ ਰਹੇ ਹਨ।: [260, 844, 503, 872]
- reg-swatch-7: [662, 2398, 756, 2411]
- story4-col3: [358, 435, 525, 617]
- feature-p24: ਵੋਟ ਇੱਕ ਅਜਿਹਾ ਹਥਿਆਰ ਹੈ ਜਿਸ ਨਾਲ ਲੋਕ ਸਰਕਾਰਾਂ ਬਦਲ ਸਕਦੇ ਹਨ। ਇਸ ਲਈ ਹਰ ਵੋਟਰ ਨੂੰ ਸੋਚ ਸਮਝ ਕੇ ਅਤੇ ਜਾਗਦੀ ਜਮੀਰ ਨਾਲ ਵੋਟ ਪਾਉਣੀ ਚਾਹੀਦੀ ਹੈ। ਪੈਸੇ, ਨਸ਼ੇ ਜਾਂ ਲਾਲਚ ਵਿੱਚ ਆ ਕੇ ਵੋਟ ਵੇਚਣਾ ਆਪਣੇ ਭਵਿੱਖ ਨਾਲ ਧੋਖਾ ਹੈ।: [1009, 955, 1252, 983]
- story5-col1: [541, 548, 777, 765]
- story5-photo: [783, 548, 1193, 729]
- story3-photo: [541, 359, 871, 478]
- feature-p20: ਵੋਟ ਇੱਕ ਅਜਿਹਾ ਹਥਿਆਰ ਹੈ ਜਿਸ ਨਾਲ ਲੋਕ ਸਰਕਾਰਾਂ ਬਦਲ ਸਕਦੇ ਹਨ। ਇਸ ਲਈ ਹਰ ਵੋਟਰ ਨੂੰ ਸੋਚ ਸਮਝ ਕੇ ਅਤੇ ਜਾਗਦੀ ਜਮੀਰ ਨਾਲ ਵੋਟ ਪਾਉਣੀ ਚਾਹੀਦੀ ਹੈ। ਪੈਸੇ, ਨਸ਼ੇ ਜਾਂ ਲਾਲਚ ਵਿੱਚ ਆ ਕੇ ਵੋਟ ਵੇਚਣਾ ਆਪਣੇ ਭਵਿੱਖ ਨਾਲ ਧੋਖਾ ਹੈ।: [760, 964, 1002, 992]
- reg-swatch-9: [850, 2398, 945, 2411]
- story3-para3: ਉਨ੍ਹਾਂ ਕਿਹਾ ਕਿ ਜੇਕਰ ਅਸੀਂ ਆਪਣਾ ਜੀਵਨ ਵਿਕਾਰਾਂ ਵੱਲ ਲਗਾਵਾਂਗੇ ਤਾਂ ਪ੍ਰਭੂ ਦੀ ਦਰਗਾਹ ਅੰਦਰ ਸਾਡੀ ਕੋਈ ਕਦਰ ਨਹੀਂ ਪਵੇਗੀ।: [1282, 360, 1477, 379]
- story5-para1c: ਸਟੇਟ ਅਵਾਰਡੀ ਫੁਲਰਾਜ ਸਿੰਘ ਨੇ ਕਿਹਾ ਕਿ ਗਤਕਾ ਸਾਡਾ ਵਿਰਸਾ ਹੈ ਅਤੇ ਨੌਜਵਾਨਾਂ ਨੂੰ ਇਸ ਨਾਲ ਜੋੜਨ ਦੀ ਲੋੜ ਹੈ ਤਾਂ ਜੋ ਉਹ ਨਸ਼ਿਆਂ ਤੋਂ ਦੂਰ ਰਹਿਣ।: [541, 597, 777, 616]
- story5-photo-caption: ਜੇਤੂ ਖਿਡਾਰੀਆਂ ਨੂੰ ਸਨਮਾਨਿਤ ਕਰਦੇ ਹੋਏ ਪ੍ਰਬੰਧਕ ਅਤੇ ਮੁੱਖ ਮਹਿਮਾਨ।: [784, 720, 1192, 728]
- story4-headline-line1: ਭਾਈ ਧਰਮਜੀਤ ਸਿੰਘ ਪੰਮੇ ਦੇ ਪਿਤਾ ਜੀ ਦੇ ਅਕਾਲ ਚਲਾਣੇ ਅਤੇ ਭਾਈ ਰਤਨਦੀਪ: [29, 382, 507, 403]
- story3-subhead: ਸੁਚੇਤ ਕੌਂਡਾ - ਜੇ ਜੀਵਨ ਵਿਕਾਰਾਂ ਵੱਲ ਲਗਾਵਾਂਗੇ ਤਾਂ ਪ੍ਰਭੂ ਦੀ ਦਰਗਾਹ ਅੰਦਰ ਕਾਉਂਡੀ ਜਿਲਾ ਵੀ ਮੁੱਲ ਨਹੀਂ ਪਵੇਗਾ: [541, 336, 1477, 356]
- story1-headline-line2: (ਫ਼ਤਿਹ) ਵੱਲੋਂ ਕੱਢਿਆ ਗਿਆ ਵਿਸ਼ਾਲ ਖ਼ਾਲਸਾ ਫ਼ਤਿਹ ਮਾਰਚ: [57, 104, 479, 128]
- feature-section: [11, 772, 1501, 1021]
- article-babbar-khalsa-condolence: [11, 381, 525, 616]
- story1-para1: ਲਾਹੌਰ ਸਾਹਿਬ/ਤਲਵੰਡੀ ਸਾਬੋ (ਪਹਿਰੇਦਾਰ ਬਿਊਰੋ)- ਖ਼ਾਲਸਾ ਸਾਜਨਾ ਦਿਵਸ ਨੂੰ ਸਮਰਪਿਤ 14 ਅਪ੍ਰੈਲ (ਐਤਵਾਰ) ਨੂੰ ਸ਼੍ਰੋਮਣੀ ਅਕਾਲੀ ਦਲ (ਫ਼ਤਿਹ) ਵੱਲੋਂ ਵਿਸ਼ਾਲ ਖ਼ਾਲਸਾ ਫ਼ਤਿਹ ਮਾਰਚ ਕੱਢਿਆ ਗਿਆ।: [11, 289, 178, 329]
- story5-para1: ਤਰਨਤਾਰਨ 14 ਅਪ੍ਰੈਲ (ਪਹਿਰੇਦਾਰ ਬਿਊਰੋ)- ਜਿਲਾ ਪੱਧਰੀ ਗਤਕਾ ਮੁਕਾਬਲਿਆਂ ਵਿੱਚ ਅਮਰ ਸ਼ਹੀਦ ਬਾਬਾ ਦੀਪ ਸਿੰਘ ਜੀ ਇੰਟਰਨੈਸ਼ਨਲ ਗਤਕਾ ਅਖਾੜਾ ਜੇਤੂ ਰਿਹਾ।: [541, 548, 777, 567]
- story2-bullet2: ● ਹਰ ਸਿੱਖ ਦੇਸ਼ ਵਾਸੀ ਨੂੰ ਡਾਕਟਰ ਸਾਹਿਬ ਅੰਬੇਦਕਰ ਬਾਰੇ ਪੜ੍ਹ ਕੇ ਚੰਗੀ ਸਿੱਖਿਆਕ ਬਣਨ ਦੀ ਲੋੜ : ਗੁਰਪ੍ਰੀਤ ਮਾਨ: [785, 126, 1232, 140]
- story4-caption-2: ਭਾਈ ਰਤਨਦੀਪ ਸਿੰਘ: [287, 513, 335, 521]
- story2-para1: ਅੰਮ੍ਰਿਤਸਰ 14 ਅਪ੍ਰੈਲ (ਗੁਰਪ੍ਰੀਤ ਸਿੰਘ ਮਾਨ)- ਭਾਰਤੀ ਸੰਵਿਧਾਨ ਦੇ ਨਿਰਮਾਤਾ ਡਾਕਟਰ ਭੀਮ ਰਾਓ ਅੰਬੇਦਕਰ ਜੀ ਦਾ 133ਵਾਂ ਜਨਮ ਦਿਨ ਸ਼ਰਧਾ ਅਤੇ ਉਤਸ਼ਾਹ ਨਾਲ ਮਨਾਇਆ ਗਿਆ।: [541, 148, 730, 177]
- feature-col-4: [760, 843, 1001, 1021]
- story2-photo: [736, 147, 1209, 273]
- story4-para1: ਜਰਮਨੀ 14 ਅਪ੍ਰੈਲ (ਪਹਿਰੇਦਾਰ ਬਿਊਰੋ)- ਬੱਬਰ ਖ਼ਾਲਸਾ ਜਰਮਨੀ ਵੱਲੋਂ ਭਾਈ ਧਰਮਜੀਤ ਸਿੰਘ ਪੰਮੇ ਦੇ ਪਿਤਾ ਜੀ ਦੇ ਅਕਾਲ ਚਲਾਣੇ ਉੱਤੇ ਗਹਿਰੇ ਦੁੱਖ ਦਾ ਪ੍ਰਗਟਾਵਾ ਕੀਤਾ ਗਿਆ।: [11, 435, 178, 465]
- story2-col3: [1215, 147, 1451, 298]
- story5-col3: [1199, 548, 1477, 765]
- story4-para3b: ਜਰਮਨੀ 14 ਅਪ੍ਰੈਲ (ਪਹਿਰੇਦਾਰ ਬਿਊਰੋ)- ਬੱਬਰ ਖ਼ਾਲਸਾ ਜਰਮਨੀ ਵੱਲੋਂ ਭਾਈ ਧਰਮਜੀਤ ਸਿੰਘ ਪੰਮੇ ਦੇ ਪਿਤਾ ਜੀ ਦੇ ਅਕਾਲ ਚਲਾਣੇ ਉੱਤੇ ਗਹਿਰੇ ਦੁੱਖ ਦਾ ਪ੍ਰਗਟਾਵਾ ਕੀਤਾ ਗਿਆ।: [358, 471, 525, 500]
- feature-p15: 1984 ਤੋਂ ਬਾਅਦ ਅਣਗਿਣਤ ਜ਼ਖ਼ਮ 18 ਸਾਲ ਤਕ ਵਾਪਰ ਦਰ ਸਿੱਖ ਕੌਮ ਦੇ ਨਾਲ ਜੋ ਕੁਝ ਹੋਇਆ, ਉਹ ਇਤਿਹਾਸ ਦੇ ਪੰਨਿਆਂ ਵਿੱਚ ਦਰਜ ਹੈ। ਇਨਸਾਫ਼ ਲਈ ਅੱਜ ਵੀ ਲੜਾਈ ਜਾਰੀ ਹੈ।: [510, 964, 752, 982]
- feature-p1: ਦੇਸ਼ ਅੰਦਰ ਲੋਕ ਸਭਾ ਚੋਣਾਂ ਦਾ ਬਿਗਲ ਵੱਜ ਚੁੱਕਾ ਹੈ। ਹਰ ਸਿਆਸੀ ਪਾਰਟੀ ਆਪਣੇ ਉਮੀਦਵਾਰ ਐਲਾਨ ਰਹੀ ਹੈ ਅਤੇ ਵੋਟਰਾਂ ਨੂੰ ਲੁਭਾਉਣ ਲਈ ਵੱਡੇ ਵੱਡੇ ਵਾਅਦੇ ਕੀਤੇ ਜਾ ਰਹੇ ਹਨ। ਪਰ ਸਵਾਲ ਇਹ ਹੈ ਕਿ ਪਿਛਲੇ ਪੰਜ ਸਾਲਾਂ ਵਿੱਚ ਜੋ ਵਾਅਦੇ ਕੀਤੇ ਗਏ ਸਨ, ਉਨ੍ਹਾਂ ਦਾ ਕੀ ਬਣਿਆ?: [11, 844, 253, 872]
- feature-p13: ਦੇਸ਼ ਅੰਦਰ ਲੋਕ ਸਭਾ ਚੋਣਾਂ ਦਾ ਬਿਗਲ ਵੱਜ ਚੁੱਕਾ ਹੈ। ਹਰ ਸਿਆਸੀ ਪਾਰਟੀ ਆਪਣੇ ਉਮੀਦਵਾਰ ਐਲਾਨ ਰਹੀ ਹੈ ਅਤੇ ਵੋਟਰਾਂ ਨੂੰ ਲੁਭਾਉਣ ਲਈ ਵੱਡੇ ਵੱਡੇ ਵਾਅਦੇ ਕੀਤੇ ਜਾ ਰਹੇ ਹਨ। ਪਰ ਸਵਾਲ ਇਹ ਹੈ ਕਿ ਪਿਛਲੇ ਪੰਜ ਸਾਲਾਂ ਵਿੱਚ ਜੋ ਵਾਅਦੇ ਕੀਤੇ ਗਏ ਸਨ, ਉਨ੍ਹਾਂ ਦਾ ਕੀ ਬਣਿਆ?: [510, 899, 752, 927]
- portrait-ratandeep-illustration: [271, 436, 351, 510]
- story2-para3c: ਉਨ੍ਹਾਂ ਅੱਗੇ ਕਿਹਾ ਕਿ ਅੱਜ ਦੀ ਨੌਜਵਾਨ ਪੀੜ੍ਹੀ ਨੂੰ ਡਾਕਟਰ ਅੰਬੇਦਕਰ ਦੇ ਜੀਵਨ ਤੋਂ ਸੇਧ ਲੈਣੀ ਚਾਹੀਦੀ ਹੈ ਅਤੇ ਸਮਾਜ ਵਿੱਚੋਂ ਨਸ਼ਿਆਂ ਦਾ ਖਾਤਮਾ ਕਰਨ ਲਈ ਅੱਗੇ ਆਉਣਾ ਚਾਹੀਦਾ ਹੈ।: [1215, 197, 1451, 216]
- feature-p21: ਦੇਸ਼ ਅੰਦਰ ਲੋਕ ਸਭਾ ਚੋਣਾਂ ਦਾ ਬਿਗਲ ਵੱਜ ਚੁੱਕਾ ਹੈ। ਹਰ ਸਿਆਸੀ ਪਾਰਟੀ ਆਪਣੇ ਉਮੀਦਵਾਰ ਐਲਾਨ ਰਹੀ ਹੈ ਅਤੇ ਵੋਟਰਾਂ ਨੂੰ ਲੁਭਾਉਣ ਲਈ ਵੱਡੇ ਵੱਡੇ ਵਾਅਦੇ ਕੀਤੇ ਜਾ ਰਹੇ ਹਨ। ਪਰ ਸਵਾਲ ਇਹ ਹੈ ਕਿ ਪਿਛਲੇ ਪੰਜ ਸਾਲਾਂ ਵਿੱਚ ਜੋ ਵਾਅਦੇ ਕੀਤੇ ਗਏ ਸਨ, ਉਨ੍ਹਾਂ ਦਾ ਕੀ ਬਣਿਆ?: [1009, 844, 1252, 872]
- story2-para1b: ਇਸ ਮੌਕੇ ਬੁਲਾਰਿਆਂ ਨੇ ਕਿਹਾ ਕਿ ਡਾਕਟਰ ਸਾਹਿਬ ਨੇ ਸਮਾਜ ਦੇ ਦੱਬੇ ਕੁਚਲੇ ਵਰਗਾਂ ਦੀ ਬਿਹਤਰੀ ਲਈ ਸਾਰੀ ਉਮਰ ਸੰਘਰਸ਼ ਕੀਤਾ ਅਤੇ ਸਿੱਖਿਆ ਨੂੰ ਸਭ ਤੋਂ ਵੱਡਾ ਹਥਿਆਰ ਦੱਸਿਆ।: [541, 183, 730, 212]
- feature-signature-name: - ਕੁਲਵੰਤ ਸਿੰਘ ਕੰਗ: [1446, 997, 1501, 1006]
- story4-caption-1: ਭਾਈ ਧਰਮਜੀਤ ਸਿੰਘ ਪੰਮਾ: [195, 513, 255, 521]
- ambedkar-event-illustration: [737, 148, 1208, 273]
- reg-swatch-4: [378, 2398, 473, 2411]
- story3-headline: ਜਥੇਦੀ ਟਕਸਾਲ ਹਫ਼ਤਾਵਾਰੀ ਨਾਮ ਸਿਮਰਨ ਸਮਾਗਮ 'ਚ ਸੰਤ ਬਾਬਾ ਅਮੀਰ ਸਿੰਘ ਜੀ ਗੁਰਮਤਿ ਵਿਚਾਰਾਂ ਦੀ ਸਾਂਝ ਪਾਈ: [658, 310, 1359, 330]
